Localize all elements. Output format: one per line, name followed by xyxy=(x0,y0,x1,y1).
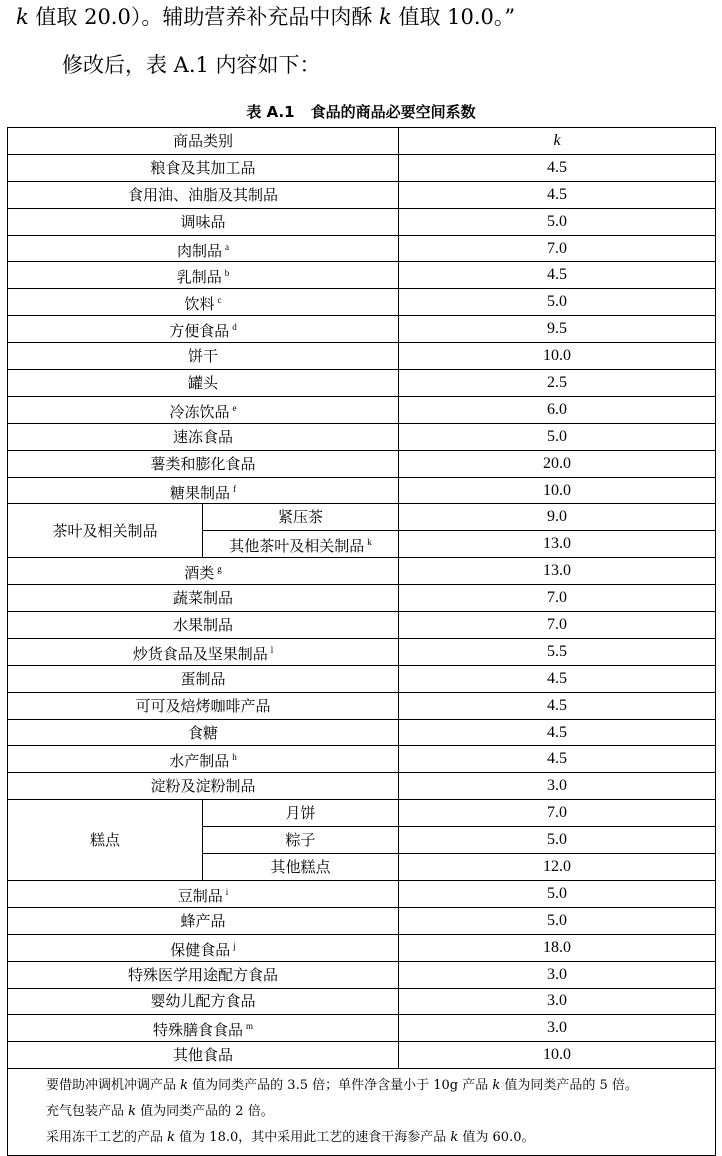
category-cell xyxy=(8,907,399,934)
category-cell xyxy=(8,262,399,289)
category-cell xyxy=(203,800,399,827)
k-value: 18.0 xyxy=(399,934,716,961)
category-cell xyxy=(8,343,399,370)
table-row xyxy=(8,262,716,289)
k-value: 5.0 xyxy=(399,907,716,934)
category-cell xyxy=(203,854,399,881)
category-name: 水果制品 xyxy=(173,615,234,634)
k-value: 5.0 xyxy=(399,880,716,907)
k-value: 5.0 xyxy=(399,208,716,235)
category-cell xyxy=(8,612,399,639)
note-line-3: 采用冻干工艺的产品 k 值为 18.0，其中采用此工艺的速食干海参产品 k 值为 60.0。 xyxy=(46,1130,535,1146)
category-cell xyxy=(8,208,399,235)
intro-text: 值取 20.0）。辅助营养补充品中肉酥 xyxy=(28,5,380,29)
k-value: 9.5 xyxy=(399,316,716,343)
k-value: 4.5 xyxy=(399,154,716,181)
category-name: 肉制品 xyxy=(177,241,223,260)
table-notes xyxy=(8,1069,716,1156)
footnote-marker: j xyxy=(233,940,236,951)
table-title: 食品的商品必要空间系数 xyxy=(310,103,476,121)
category-cell xyxy=(8,450,399,477)
category-cell xyxy=(8,773,399,800)
header-k: k xyxy=(399,128,716,155)
k-value: 7.0 xyxy=(399,585,716,612)
table-row xyxy=(8,961,716,988)
category-name: 蛋制品 xyxy=(180,669,226,688)
k-symbol: k xyxy=(379,5,392,29)
k-symbol: k xyxy=(16,5,29,29)
k-value: 4.5 xyxy=(399,262,716,289)
category-name: 水产制品 xyxy=(169,752,230,771)
table-row xyxy=(8,612,716,639)
category-name: 粮食及其加工品 xyxy=(150,158,256,177)
category-name: 罐头 xyxy=(188,373,219,392)
footnote-marker: g xyxy=(217,564,222,575)
category-name: 饼干 xyxy=(188,347,219,366)
footnote-marker: c xyxy=(217,295,222,306)
footnote-marker: d xyxy=(232,322,237,333)
table-header-row xyxy=(8,128,716,155)
category-cell xyxy=(8,316,399,343)
category-cell xyxy=(8,638,399,665)
table-row xyxy=(8,504,716,531)
table-row xyxy=(8,154,716,181)
table-row xyxy=(8,988,716,1015)
k-value: 20.0 xyxy=(399,450,716,477)
category-cell xyxy=(8,154,399,181)
table-row xyxy=(8,746,716,773)
category-cell xyxy=(8,181,399,208)
k-value: 10.0 xyxy=(399,343,716,370)
k-value: 4.5 xyxy=(399,665,716,692)
footnote-marker: a xyxy=(225,241,230,252)
category-name: 饮料 xyxy=(184,295,215,314)
category-cell xyxy=(203,504,399,531)
k-value: 9.0 xyxy=(399,504,716,531)
category-name: 蜂产品 xyxy=(180,911,226,930)
k-value: 3.0 xyxy=(399,1015,716,1042)
table-row xyxy=(8,585,716,612)
category-name: 特殊医学用途配方食品 xyxy=(128,965,279,984)
category-cell xyxy=(8,746,399,773)
k-value: 5.0 xyxy=(399,423,716,450)
category-cell xyxy=(8,880,399,907)
table-row xyxy=(8,719,716,746)
category-name: 炒货食品及坚果制品 xyxy=(132,644,268,663)
k-value: 4.5 xyxy=(399,692,716,719)
category-name: 酒类 xyxy=(184,564,215,583)
category-name: 蔬菜制品 xyxy=(173,589,234,608)
category-name: 调味品 xyxy=(180,212,226,231)
group-name: 糕点 xyxy=(8,800,203,881)
coefficient-table xyxy=(7,127,716,1156)
table-row xyxy=(8,665,716,692)
k-value: 13.0 xyxy=(399,558,716,585)
category-cell xyxy=(8,289,399,316)
category-name: 乳制品 xyxy=(176,268,222,287)
category-name: 冷冻饮品 xyxy=(169,402,230,421)
table-row xyxy=(8,773,716,800)
category-name: 其他茶叶及相关制品 xyxy=(229,537,365,556)
table-row xyxy=(8,396,716,423)
footnote-marker: b xyxy=(224,268,230,279)
table-row xyxy=(8,316,716,343)
k-value: 3.0 xyxy=(399,961,716,988)
k-value: 2.5 xyxy=(399,370,716,397)
table-row xyxy=(8,370,716,397)
category-name: 食用油、油脂及其制品 xyxy=(128,185,279,204)
category-name: 糖果制品 xyxy=(170,483,231,502)
category-cell xyxy=(8,961,399,988)
category-cell xyxy=(8,396,399,423)
category-cell xyxy=(8,988,399,1015)
category-cell xyxy=(8,1042,399,1069)
category-cell xyxy=(8,692,399,719)
category-name: 特殊膳食食品 xyxy=(152,1021,243,1040)
k-value: 5.5 xyxy=(399,638,716,665)
category-name: 粽子 xyxy=(285,831,316,850)
category-name: 月饼 xyxy=(285,804,316,823)
table-row xyxy=(8,880,716,907)
category-cell xyxy=(8,370,399,397)
category-cell xyxy=(8,719,399,746)
footnote-marker: l xyxy=(270,644,274,655)
category-name: 其他食品 xyxy=(173,1046,234,1065)
intro-text: 值取 10.0。” xyxy=(391,5,516,29)
k-value: 7.0 xyxy=(399,800,716,827)
category-cell xyxy=(8,235,399,262)
table-row xyxy=(8,638,716,665)
category-name: 食糖 xyxy=(188,723,219,742)
table-row xyxy=(8,423,716,450)
footnote-marker: i xyxy=(225,886,229,897)
footnote-marker: e xyxy=(232,402,237,413)
k-value: 3.0 xyxy=(399,988,716,1015)
footnote-marker: m xyxy=(246,1021,254,1032)
category-name: 豆制品 xyxy=(177,886,223,905)
table-row xyxy=(8,907,716,934)
table-row xyxy=(8,289,716,316)
group-name: 茶叶及相关制品 xyxy=(8,504,203,558)
category-name: 速冻食品 xyxy=(173,427,234,446)
category-cell xyxy=(8,477,399,504)
k-value: 13.0 xyxy=(399,531,716,558)
table-caption xyxy=(0,101,722,122)
table-row xyxy=(8,800,716,827)
k-value: 3.0 xyxy=(399,773,716,800)
k-value: 7.0 xyxy=(399,612,716,639)
category-cell xyxy=(8,665,399,692)
k-value: 10.0 xyxy=(399,1042,716,1069)
table-row xyxy=(8,208,716,235)
table-row xyxy=(8,1015,716,1042)
category-name: 婴幼儿配方食品 xyxy=(150,992,256,1011)
k-value: 10.0 xyxy=(399,477,716,504)
footnote-marker: k xyxy=(367,537,372,548)
footnote-marker: f xyxy=(233,483,237,494)
footnote-marker: h xyxy=(232,752,237,763)
notes-row xyxy=(8,1069,716,1156)
intro-line-2: 修改后，表 A.1 内容如下： xyxy=(62,53,321,77)
category-cell xyxy=(8,558,399,585)
table-row xyxy=(8,235,716,262)
k-value: 6.0 xyxy=(399,396,716,423)
category-name: 紧压茶 xyxy=(278,508,324,527)
category-cell xyxy=(203,827,399,854)
k-value: 4.5 xyxy=(399,746,716,773)
table-row xyxy=(8,692,716,719)
category-name: 其他糕点 xyxy=(270,857,331,876)
category-name: 方便食品 xyxy=(169,322,230,341)
k-value: 5.0 xyxy=(399,827,716,854)
category-cell xyxy=(8,934,399,961)
table-row xyxy=(8,181,716,208)
table-row xyxy=(8,1042,716,1069)
table-number: 表 A.1 xyxy=(246,103,295,121)
table-row xyxy=(8,934,716,961)
category-cell xyxy=(8,1015,399,1042)
k-value: 7.0 xyxy=(399,235,716,262)
category-name: 薯类和膨化食品 xyxy=(150,454,256,473)
category-cell xyxy=(8,423,399,450)
k-value: 4.5 xyxy=(399,719,716,746)
category-name: 淀粉及淀粉制品 xyxy=(150,777,256,796)
intro-line-1 xyxy=(16,2,515,32)
table-row xyxy=(8,450,716,477)
category-cell xyxy=(203,531,399,558)
category-cell xyxy=(8,585,399,612)
table-row xyxy=(8,558,716,585)
k-value: 5.0 xyxy=(399,289,716,316)
k-value: 12.0 xyxy=(399,854,716,881)
k-value: 4.5 xyxy=(399,181,716,208)
category-name: 可可及焙烤咖啡产品 xyxy=(135,696,271,715)
header-category: 商品类别 xyxy=(8,128,399,155)
table-row xyxy=(8,477,716,504)
category-name: 保健食品 xyxy=(170,940,231,959)
note-line-2: 充气包装产品 k 值为同类产品的 2 倍。 xyxy=(46,1104,274,1120)
table-row xyxy=(8,343,716,370)
note-line-1: 要借助冲调机冲调产品 k 值为同类产品的 3.5 倍；单件净含量小于 10g 产品 k 值为同类产品的 5 倍。 xyxy=(46,1078,638,1094)
